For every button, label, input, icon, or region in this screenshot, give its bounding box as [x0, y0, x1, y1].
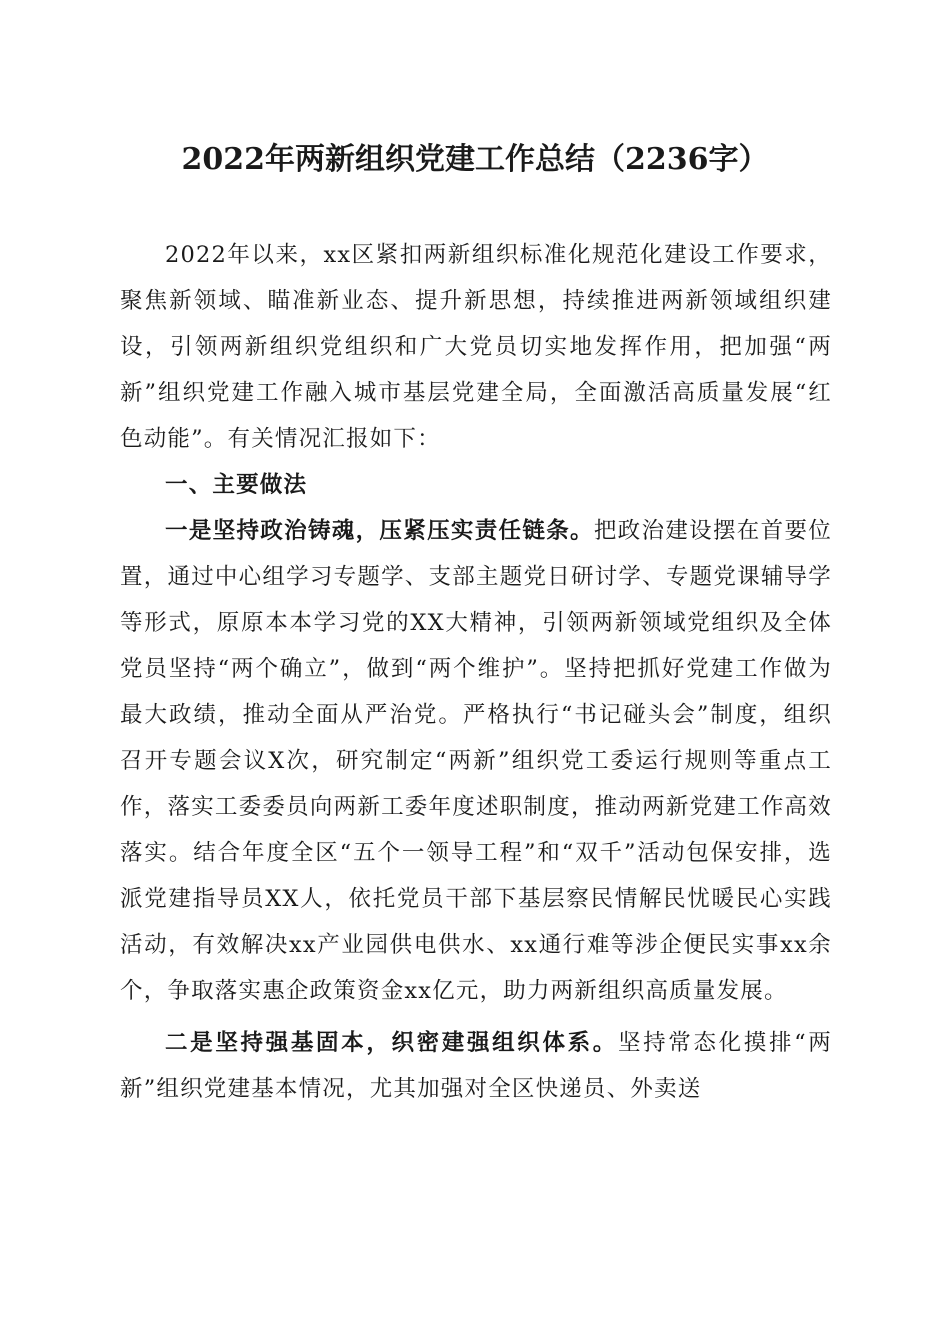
paragraph-1-body: 把政治建设摆在首要位置，通过中心组学习专题学、支部主题党日研讨学、专题党课辅导学等形式，原原本本学习党的XX大精神，引领两新领域党组织及全体党员坚持“两个确立”，做到“两个维护”。坚持把抓好党建工作做为最大政绩，推动全面从严治党。严格执行“书记碰头会”制度，组织召开专题会议X次，研究制定“两新”组织党工委运行规则等重点工作，落实工委委员向两新工委年度述职制度，推动两新党建工作高效落实。结合年度全区“五个一领导工程”和“双千”活动包保安排，选派党建指导员XX人，依托党员干部下基层察民情解民忧暖民心实践活动，有效解决xx产业园供电供水、xx通行难等涉企便民实事xx余个，争取落实惠企政策资金xx亿元，助力两新组织高质量发展。 — [120, 518, 832, 1004]
paragraph-2-body: 坚持常态化摸排“两新”组织党建基本情况，尤其加强对全区快递员、外卖送 — [120, 1030, 832, 1102]
paragraph-2 — [120, 1020, 832, 1112]
paragraph-2-lead: 二是坚持强基固本，织密建强组织体系。 — [165, 1030, 618, 1056]
section-heading: 一、主要做法 — [165, 472, 308, 498]
document-body — [120, 232, 832, 1112]
document-title: 2022年两新组织党建工作总结（2236字） — [181, 142, 769, 177]
intro-paragraph: 2022年以来，xx区紧扣两新组织标准化规范化建设工作要求，聚焦新领域、瞄准新业态、提升新思想，持续推进两新领域组织建设，引领两新组织党组织和广大党员切实地发挥作用，把加强“两新”组织党建工作融入城市基层党建全局，全面激活高质量发展“红色动能”。有关情况汇报如下： — [120, 242, 832, 452]
paragraph-1 — [120, 508, 832, 1014]
paragraph-1-lead: 一是坚持政治铸魂，压紧压实责任链条。 — [165, 518, 594, 544]
